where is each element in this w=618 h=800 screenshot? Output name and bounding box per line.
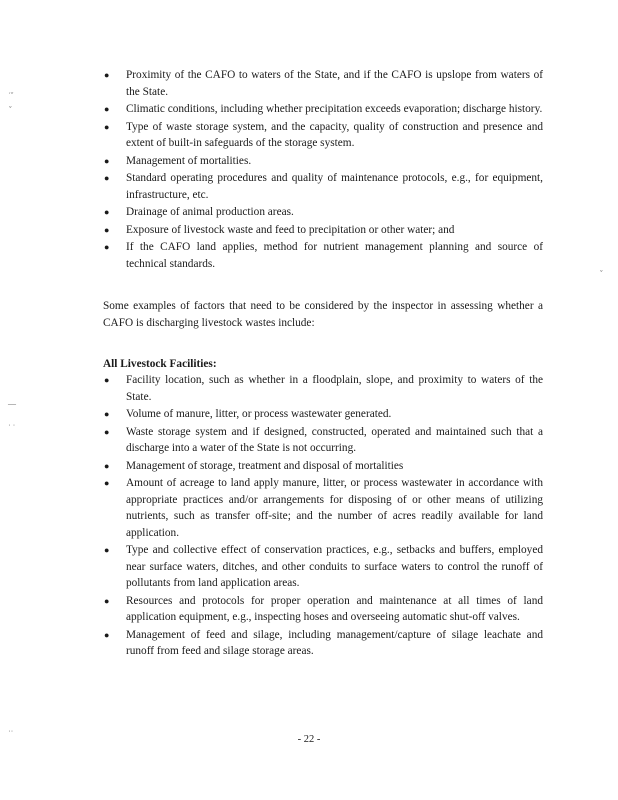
section-heading: All Livestock Facilities:	[103, 358, 217, 370]
margin-speck: ˙ ˙	[8, 423, 16, 432]
bullet-icon: ●	[104, 595, 110, 606]
list-item-text: If the CAFO land applies, method for nutrient management planning and source of technical standards.	[126, 241, 543, 270]
list-item-text: Proximity of the CAFO to waters of the State, and if the CAFO is upslope from waters of the State.	[126, 69, 543, 98]
list-item-text: Amount of acreage to land apply manure, litter, or process wastewater in accordance with appropriate practices and/or arrangements for disposing of or other means of utilizing nutrients, such as transfer off-site; and the number of acres readily available for land application.	[126, 477, 543, 539]
bullet-icon: ●	[104, 375, 110, 385]
list-item-text: Management of mortalities.	[126, 154, 252, 167]
section-bullet-list	[103, 372, 543, 660]
list-item-text: Climatic conditions, including whether precipitation exceeds evaporation; discharge history.	[126, 103, 543, 115]
list-item	[103, 153, 543, 170]
list-item	[103, 101, 543, 118]
margin-speck: ˇ	[9, 105, 12, 114]
margin-speck: —	[8, 399, 16, 408]
list-item-text: Exposure of livestock waste and feed to precipitation or other water; and	[126, 223, 455, 236]
margin-speck: ˙ˇ	[8, 91, 14, 100]
list-item-text: Waste storage system and if designed, constructed, operated and maintained such that a discharge into a water of the State is not occurring.	[126, 425, 543, 454]
list-item	[103, 406, 543, 423]
list-item-text: Type of waste storage system, and the capacity, quality of construction and presence and extent of built-in safeguards of the storage system.	[126, 120, 543, 149]
list-item	[103, 372, 543, 405]
list-item	[103, 222, 543, 239]
bullet-icon: ●	[104, 426, 110, 437]
intro-paragraph: Some examples of factors that need to be considered by the inspector in assessing whether a CAFO is discharging livestock wastes include:	[103, 300, 543, 329]
list-item	[103, 170, 543, 203]
list-item	[103, 627, 543, 660]
list-item-text: Drainage of animal production areas.	[126, 206, 294, 218]
top-bullet-list	[103, 67, 543, 272]
section-bullet-block	[103, 372, 543, 661]
bullet-icon: ●	[104, 70, 110, 80]
list-item-text: Management of storage, treatment and disposal of mortalities	[126, 459, 404, 472]
bullet-icon: ●	[104, 173, 110, 183]
margin-speck: ˇ	[600, 269, 603, 278]
bullet-icon: ●	[104, 545, 110, 555]
list-item-text: Management of feed and silage, including management/capture of silage leachate and runoff from feed and silage storage areas.	[126, 628, 543, 657]
list-item	[103, 67, 543, 100]
list-item-text: Resources and protocols for proper operation and maintenance at all times of land application equipment, e.g., inspecting hoses and overseeing automatic shut-off valves.	[126, 594, 543, 623]
list-item	[103, 424, 543, 457]
intro-block	[103, 298, 543, 331]
list-item	[103, 458, 543, 475]
bullet-icon: ●	[104, 155, 110, 166]
list-item-text: Type and collective effect of conservation practices, e.g., setbacks and buffers, employed near surface waters, ditches, and other conduits to surface waters to control the runoff of pollutants from land application areas.	[126, 544, 543, 589]
bullet-icon: ●	[104, 207, 110, 217]
bullet-icon: ●	[104, 224, 110, 235]
list-item	[103, 239, 543, 272]
list-item	[103, 475, 543, 541]
list-item-text: Standard operating procedures and quality of maintenance protocols, e.g., for equipment, infrastructure, etc.	[126, 172, 543, 201]
bullet-icon: ●	[104, 242, 110, 252]
margin-speck: ˙˙	[8, 729, 14, 738]
bullet-icon: ●	[104, 409, 110, 419]
list-item	[103, 119, 543, 152]
list-item	[103, 542, 543, 592]
list-item	[103, 204, 543, 221]
page-number: - 22 -	[297, 734, 321, 745]
top-bullet-block	[103, 67, 543, 273]
bullet-icon: ●	[104, 121, 110, 132]
bullet-icon: ●	[104, 629, 110, 640]
list-item-text: Facility location, such as whether in a floodplain, slope, and proximity to waters of the State.	[126, 374, 543, 403]
bullet-icon: ●	[104, 460, 110, 471]
list-item-text: Volume of manure, litter, or process wastewater generated.	[126, 408, 392, 420]
bullet-icon: ●	[104, 104, 110, 114]
bullet-icon: ●	[104, 478, 110, 488]
section-heading-block	[103, 356, 543, 372]
list-item	[103, 593, 543, 626]
